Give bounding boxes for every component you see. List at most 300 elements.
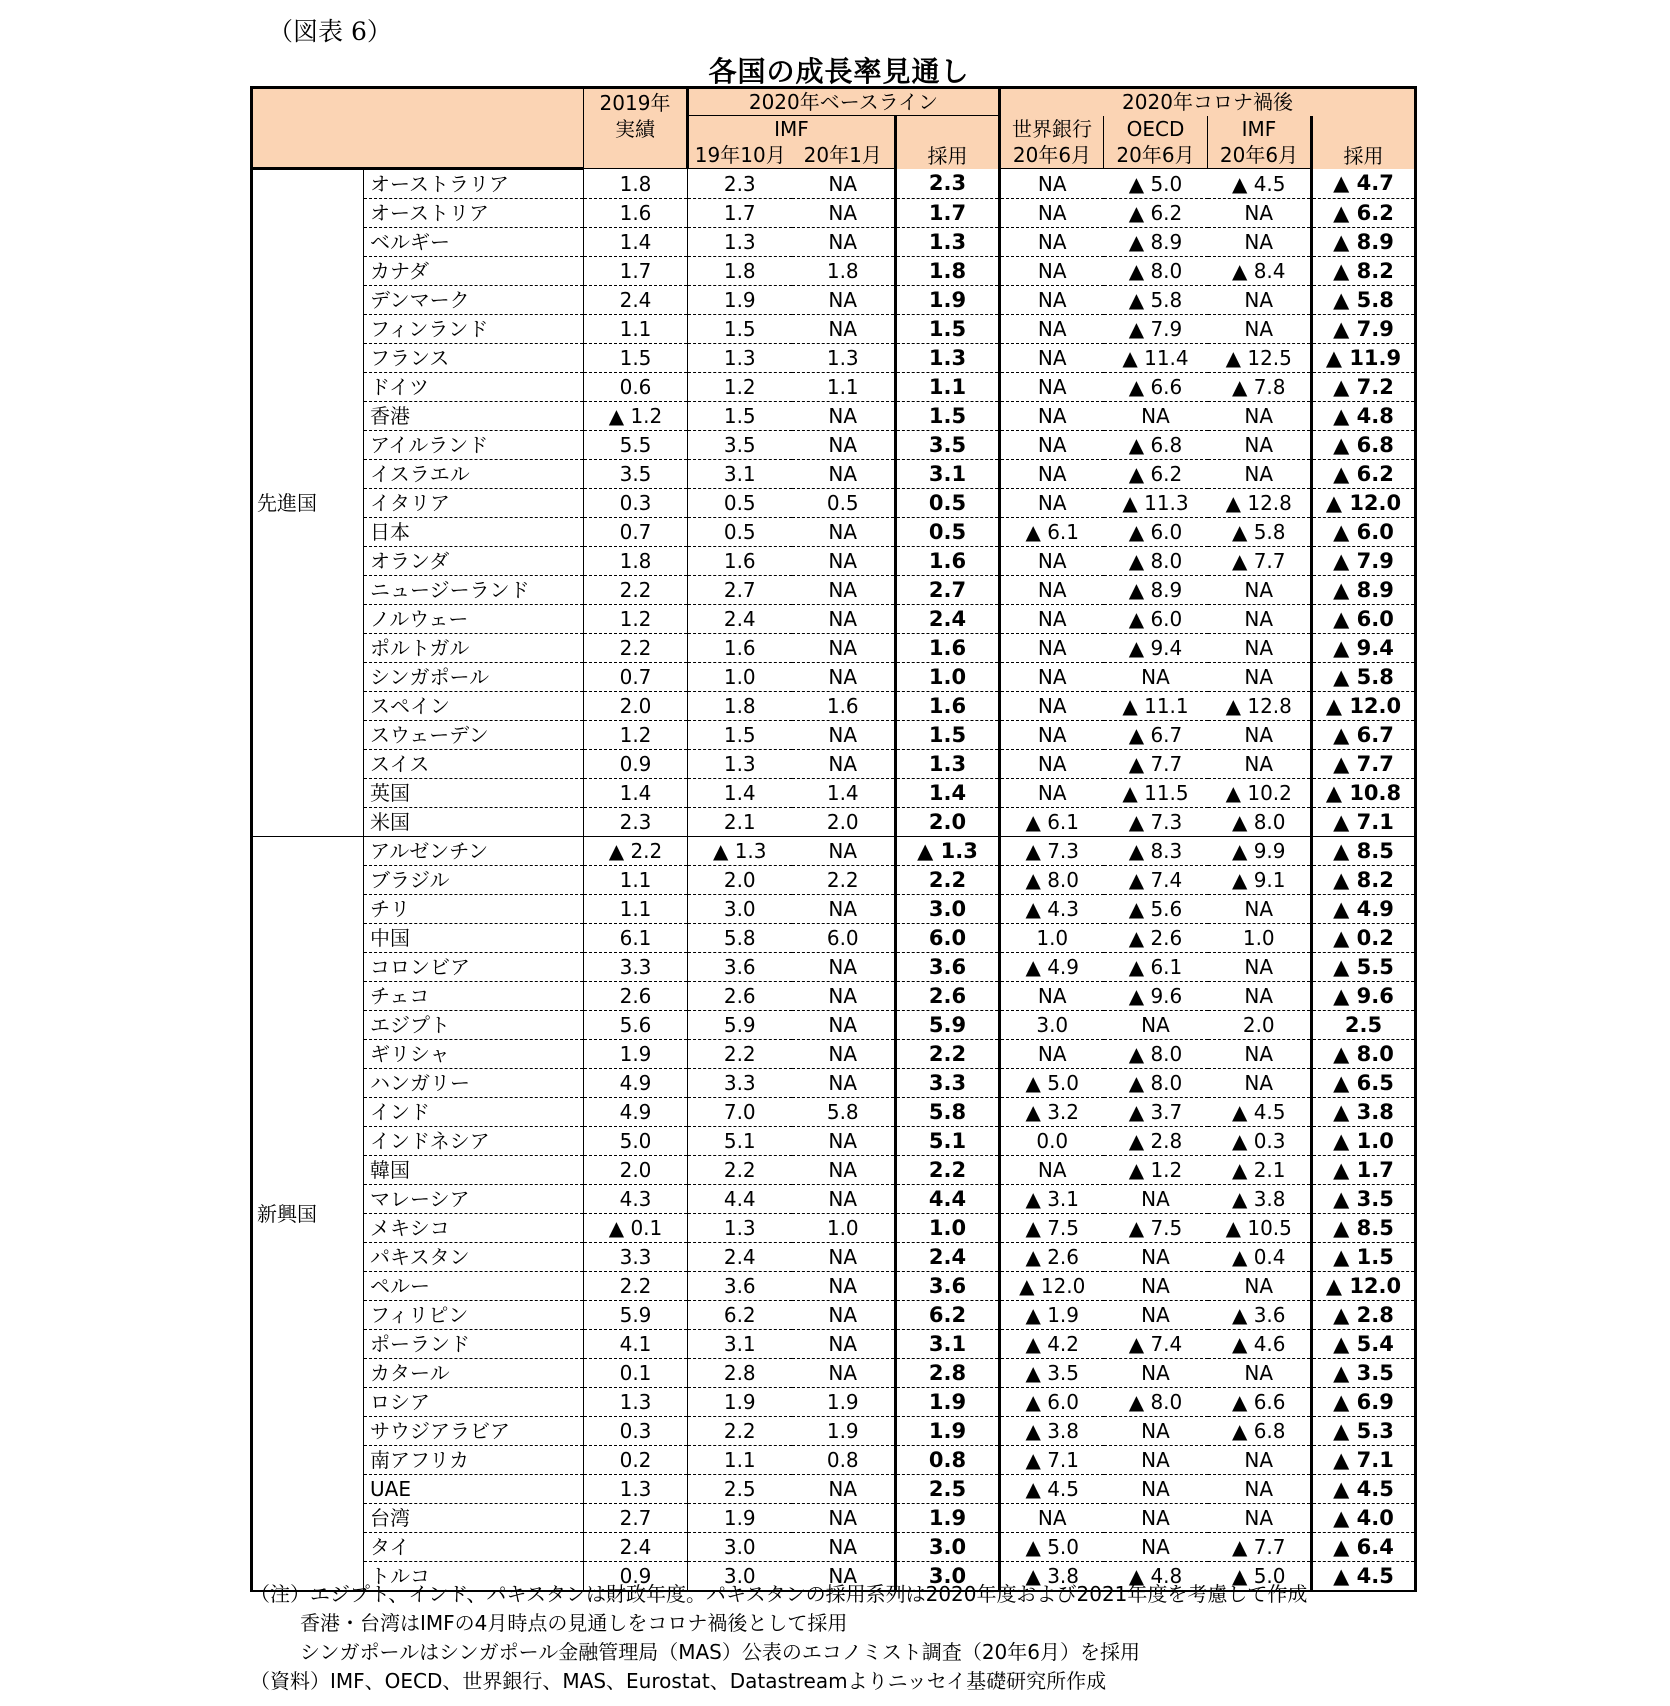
value-worldbank: NA	[1000, 1504, 1104, 1533]
value-imf-jan20: NA	[792, 1475, 896, 1504]
header-2019	[584, 88, 688, 143]
value-imf-jun20: ▲ 10.2	[1208, 779, 1312, 808]
value-adopt-baseline: 2.4	[896, 1243, 1000, 1272]
value-imf-jun20: NA	[1208, 721, 1312, 750]
value-2019: 1.6	[584, 199, 688, 228]
country-name: 香港	[364, 402, 584, 431]
country-name: 台湾	[364, 1504, 584, 1533]
value-imf-jan20: NA	[792, 634, 896, 663]
value-worldbank: ▲ 7.1	[1000, 1446, 1104, 1475]
value-oecd: NA	[1104, 1475, 1208, 1504]
value-imf-oct19: 1.1	[688, 1446, 792, 1475]
value-oecd: ▲ 9.6	[1104, 982, 1208, 1011]
value-imf-oct19: 2.0	[688, 866, 792, 895]
country-name: 日本	[364, 518, 584, 547]
value-worldbank: 0.0	[1000, 1127, 1104, 1156]
country-name: トルコ	[364, 1562, 584, 1592]
value-adopt-post: ▲ 5.5	[1312, 953, 1416, 982]
value-imf-oct19: 1.3	[688, 228, 792, 257]
value-imf-oct19: 1.8	[688, 692, 792, 721]
value-oecd: NA	[1104, 1243, 1208, 1272]
value-2019: 3.5	[584, 460, 688, 489]
table-row	[252, 605, 1416, 634]
table-row	[252, 169, 1416, 199]
value-worldbank: NA	[1000, 344, 1104, 373]
header-adopt2: 採用	[1312, 116, 1416, 169]
country-name: ベルギー	[364, 228, 584, 257]
value-2019: 5.9	[584, 1301, 688, 1330]
value-worldbank: ▲ 3.8	[1000, 1417, 1104, 1446]
value-oecd: ▲ 11.1	[1104, 692, 1208, 721]
value-oecd: NA	[1104, 1185, 1208, 1214]
value-adopt-baseline: 3.6	[896, 1272, 1000, 1301]
value-imf-jun20: NA	[1208, 460, 1312, 489]
value-oecd: ▲ 7.9	[1104, 315, 1208, 344]
country-name: チェコ	[364, 982, 584, 1011]
value-adopt-baseline: 2.2	[896, 1040, 1000, 1069]
value-adopt-baseline: 1.4	[896, 779, 1000, 808]
country-name: インド	[364, 1098, 584, 1127]
value-imf-oct19: 2.2	[688, 1040, 792, 1069]
value-imf-jun20: ▲ 9.9	[1208, 837, 1312, 866]
value-imf-jan20: NA	[792, 228, 896, 257]
value-imf-jan20: 2.0	[792, 808, 896, 837]
value-adopt-baseline: 3.0	[896, 1562, 1000, 1592]
value-imf-jun20: ▲ 6.6	[1208, 1388, 1312, 1417]
value-imf-jan20: NA	[792, 460, 896, 489]
value-imf-jun20: ▲ 10.5	[1208, 1214, 1312, 1243]
value-imf-jun20: NA	[1208, 1040, 1312, 1069]
value-imf-jan20: NA	[792, 1243, 896, 1272]
value-oecd: NA	[1104, 1504, 1208, 1533]
header-oecd-date: 20年6月	[1104, 142, 1208, 169]
value-2019: 2.4	[584, 1533, 688, 1562]
value-2019: 5.0	[584, 1127, 688, 1156]
header-adopt: 採用	[896, 116, 1000, 169]
value-imf-oct19: 1.7	[688, 199, 792, 228]
country-name: オランダ	[364, 547, 584, 576]
value-adopt-baseline: 3.3	[896, 1069, 1000, 1098]
value-adopt-baseline: 1.9	[896, 1417, 1000, 1446]
value-imf-jan20: NA	[792, 518, 896, 547]
value-imf-jan20: NA	[792, 1562, 896, 1592]
table-row	[252, 1330, 1416, 1359]
value-imf-jun20: ▲ 8.4	[1208, 257, 1312, 286]
value-imf-jun20: ▲ 2.1	[1208, 1156, 1312, 1185]
value-2019: 0.1	[584, 1359, 688, 1388]
value-2019: 0.3	[584, 489, 688, 518]
table-row	[252, 576, 1416, 605]
value-imf-jan20: NA	[792, 1330, 896, 1359]
value-worldbank: ▲ 8.0	[1000, 866, 1104, 895]
value-adopt-baseline: 2.3	[896, 169, 1000, 199]
value-imf-oct19: 3.6	[688, 1272, 792, 1301]
value-adopt-baseline: 3.1	[896, 1330, 1000, 1359]
header-wb-date: 20年6月	[1000, 142, 1104, 169]
value-imf-oct19: 1.6	[688, 634, 792, 663]
table-row	[252, 228, 1416, 257]
country-name: フィンランド	[364, 315, 584, 344]
country-name: ポーランド	[364, 1330, 584, 1359]
table-row	[252, 808, 1416, 837]
table-row	[252, 837, 1416, 866]
country-name: カナダ	[364, 257, 584, 286]
country-name: フィリピン	[364, 1301, 584, 1330]
value-imf-jan20: NA	[792, 199, 896, 228]
value-adopt-baseline: 1.7	[896, 199, 1000, 228]
value-imf-jan20: NA	[792, 605, 896, 634]
value-imf-oct19: 0.5	[688, 489, 792, 518]
country-name: カタール	[364, 1359, 584, 1388]
header-post-corona: 2020年コロナ禍後	[1000, 88, 1416, 116]
value-adopt-post: ▲ 8.5	[1312, 837, 1416, 866]
value-imf-jun20: NA	[1208, 663, 1312, 692]
value-adopt-baseline: 1.0	[896, 1214, 1000, 1243]
value-imf-jan20: NA	[792, 663, 896, 692]
value-oecd: ▲ 11.4	[1104, 344, 1208, 373]
value-adopt-baseline: 5.8	[896, 1098, 1000, 1127]
value-adopt-baseline: 1.9	[896, 1388, 1000, 1417]
value-2019: 1.1	[584, 895, 688, 924]
value-adopt-post: ▲ 8.9	[1312, 576, 1416, 605]
value-adopt-baseline: 2.7	[896, 576, 1000, 605]
value-worldbank: NA	[1000, 663, 1104, 692]
value-imf-oct19: 3.0	[688, 1533, 792, 1562]
value-adopt-post: ▲ 5.3	[1312, 1417, 1416, 1446]
value-oecd: NA	[1104, 1011, 1208, 1040]
country-name: イスラエル	[364, 460, 584, 489]
value-imf-oct19: 2.7	[688, 576, 792, 605]
value-worldbank: NA	[1000, 1040, 1104, 1069]
country-name: アイルランド	[364, 431, 584, 460]
value-oecd: ▲ 8.0	[1104, 1040, 1208, 1069]
value-worldbank: ▲ 6.0	[1000, 1388, 1104, 1417]
country-name: ポルトガル	[364, 634, 584, 663]
value-worldbank: NA	[1000, 750, 1104, 779]
header-blank	[252, 88, 584, 169]
value-adopt-post: ▲ 3.5	[1312, 1359, 1416, 1388]
value-imf-jan20: NA	[792, 837, 896, 866]
value-oecd: ▲ 6.8	[1104, 431, 1208, 460]
value-adopt-post: ▲ 8.2	[1312, 257, 1416, 286]
value-worldbank: NA	[1000, 1156, 1104, 1185]
table-row	[252, 1272, 1416, 1301]
table-row	[252, 1301, 1416, 1330]
value-oecd: ▲ 8.0	[1104, 1069, 1208, 1098]
growth-table-container	[250, 86, 1417, 1592]
value-adopt-baseline: 1.3	[896, 344, 1000, 373]
value-2019: 0.2	[584, 1446, 688, 1475]
value-oecd: ▲ 7.4	[1104, 866, 1208, 895]
value-imf-jun20: ▲ 5.0	[1208, 1562, 1312, 1592]
country-name: ペルー	[364, 1272, 584, 1301]
country-name: サウジアラビア	[364, 1417, 584, 1446]
table-row	[252, 257, 1416, 286]
value-adopt-baseline: 1.6	[896, 634, 1000, 663]
value-worldbank: ▲ 3.5	[1000, 1359, 1104, 1388]
value-imf-oct19: 3.5	[688, 431, 792, 460]
value-2019: 4.9	[584, 1098, 688, 1127]
value-worldbank: ▲ 6.1	[1000, 518, 1104, 547]
value-imf-oct19: 3.1	[688, 460, 792, 489]
value-oecd: ▲ 8.0	[1104, 547, 1208, 576]
country-name: オーストラリア	[364, 169, 584, 199]
value-oecd: ▲ 8.9	[1104, 576, 1208, 605]
table-row	[252, 1098, 1416, 1127]
value-adopt-post: 2.5	[1312, 1011, 1416, 1040]
growth-forecast-table	[250, 86, 1417, 1592]
value-worldbank: ▲ 7.3	[1000, 837, 1104, 866]
value-imf-oct19: 5.9	[688, 1011, 792, 1040]
value-adopt-post: ▲ 4.5	[1312, 1562, 1416, 1592]
value-worldbank: ▲ 4.2	[1000, 1330, 1104, 1359]
value-imf-jan20: 5.8	[792, 1098, 896, 1127]
country-name: チリ	[364, 895, 584, 924]
value-2019: 2.0	[584, 1156, 688, 1185]
value-imf-jun20: NA	[1208, 750, 1312, 779]
header-imf2: IMF	[1208, 116, 1312, 143]
value-oecd: ▲ 7.3	[1104, 808, 1208, 837]
table-row	[252, 924, 1416, 953]
value-oecd: ▲ 11.3	[1104, 489, 1208, 518]
value-adopt-post: ▲ 3.8	[1312, 1098, 1416, 1127]
value-imf-jun20: NA	[1208, 431, 1312, 460]
value-oecd: ▲ 3.7	[1104, 1098, 1208, 1127]
value-adopt-post: ▲ 5.4	[1312, 1330, 1416, 1359]
value-adopt-baseline: 2.4	[896, 605, 1000, 634]
table-row	[252, 199, 1416, 228]
value-adopt-post: ▲ 7.1	[1312, 808, 1416, 837]
value-imf-jun20: ▲ 4.6	[1208, 1330, 1312, 1359]
header-imf2-date: 20年6月	[1208, 142, 1312, 169]
value-adopt-post: ▲ 6.8	[1312, 431, 1416, 460]
value-adopt-baseline: 6.0	[896, 924, 1000, 953]
value-oecd: ▲ 5.6	[1104, 895, 1208, 924]
value-adopt-post: ▲ 1.7	[1312, 1156, 1416, 1185]
value-2019: 0.9	[584, 750, 688, 779]
table-row	[252, 1359, 1416, 1388]
value-2019: 1.3	[584, 1475, 688, 1504]
table-row	[252, 431, 1416, 460]
value-imf-oct19: 1.9	[688, 1388, 792, 1417]
header-baseline: 2020年ベースライン	[688, 88, 1000, 116]
value-imf-jun20: ▲ 3.8	[1208, 1185, 1312, 1214]
country-name: イタリア	[364, 489, 584, 518]
value-imf-jun20: ▲ 9.1	[1208, 866, 1312, 895]
value-oecd: NA	[1104, 402, 1208, 431]
table-row	[252, 315, 1416, 344]
country-name: ブラジル	[364, 866, 584, 895]
value-adopt-baseline: 5.9	[896, 1011, 1000, 1040]
table-row	[252, 982, 1416, 1011]
table-row	[252, 1446, 1416, 1475]
value-oecd: ▲ 6.0	[1104, 605, 1208, 634]
value-2019: 2.2	[584, 634, 688, 663]
value-worldbank: NA	[1000, 576, 1104, 605]
value-2019: 5.6	[584, 1011, 688, 1040]
value-adopt-post: ▲ 8.9	[1312, 228, 1416, 257]
country-name: 韓国	[364, 1156, 584, 1185]
value-imf-jan20: NA	[792, 1272, 896, 1301]
table-row	[252, 895, 1416, 924]
country-name: パキスタン	[364, 1243, 584, 1272]
value-imf-oct19: 1.6	[688, 547, 792, 576]
value-worldbank: ▲ 7.5	[1000, 1214, 1104, 1243]
value-imf-jan20: 1.6	[792, 692, 896, 721]
value-imf-jun20: NA	[1208, 895, 1312, 924]
value-imf-oct19: 2.2	[688, 1417, 792, 1446]
table-row	[252, 953, 1416, 982]
value-2019: 3.3	[584, 953, 688, 982]
value-2019: 2.0	[584, 692, 688, 721]
value-imf-jun20: NA	[1208, 982, 1312, 1011]
value-worldbank: ▲ 12.0	[1000, 1272, 1104, 1301]
value-adopt-baseline: 2.0	[896, 808, 1000, 837]
value-imf-oct19: 2.4	[688, 605, 792, 634]
table-row	[252, 1243, 1416, 1272]
value-2019: 0.3	[584, 1417, 688, 1446]
value-imf-oct19: 4.4	[688, 1185, 792, 1214]
table-row	[252, 1388, 1416, 1417]
value-imf-jan20: NA	[792, 1156, 896, 1185]
value-adopt-baseline: 3.0	[896, 1533, 1000, 1562]
value-imf-oct19: 1.2	[688, 373, 792, 402]
value-worldbank: NA	[1000, 315, 1104, 344]
value-imf-jan20: 1.9	[792, 1417, 896, 1446]
value-adopt-post: ▲ 1.5	[1312, 1243, 1416, 1272]
notes	[250, 1580, 1307, 1696]
value-imf-jan20: NA	[792, 1127, 896, 1156]
value-oecd: ▲ 7.5	[1104, 1214, 1208, 1243]
value-worldbank: NA	[1000, 431, 1104, 460]
value-worldbank: ▲ 4.5	[1000, 1475, 1104, 1504]
value-adopt-baseline: 2.2	[896, 1156, 1000, 1185]
value-oecd: ▲ 2.8	[1104, 1127, 1208, 1156]
value-adopt-post: ▲ 12.0	[1312, 489, 1416, 518]
value-worldbank: ▲ 4.3	[1000, 895, 1104, 924]
value-imf-oct19: 7.0	[688, 1098, 792, 1127]
value-imf-oct19: 6.2	[688, 1301, 792, 1330]
country-name: 英国	[364, 779, 584, 808]
table-row	[252, 779, 1416, 808]
country-name: デンマーク	[364, 286, 584, 315]
value-imf-jan20: NA	[792, 1011, 896, 1040]
value-adopt-baseline: 5.1	[896, 1127, 1000, 1156]
country-name: フランス	[364, 344, 584, 373]
table-body	[252, 169, 1416, 1592]
value-adopt-baseline: 1.5	[896, 402, 1000, 431]
value-adopt-baseline: 2.5	[896, 1475, 1000, 1504]
value-adopt-post: ▲ 8.0	[1312, 1040, 1416, 1069]
value-imf-oct19: ▲ 1.3	[688, 837, 792, 866]
value-adopt-baseline: 1.5	[896, 721, 1000, 750]
value-adopt-baseline: 2.2	[896, 866, 1000, 895]
header-wb: 世界銀行	[1000, 116, 1104, 143]
value-oecd: ▲ 5.0	[1104, 169, 1208, 199]
value-2019: 1.5	[584, 344, 688, 373]
value-2019: ▲ 0.1	[584, 1214, 688, 1243]
table-row	[252, 1185, 1416, 1214]
value-adopt-baseline: 3.0	[896, 895, 1000, 924]
value-imf-jun20: NA	[1208, 634, 1312, 663]
value-oecd: ▲ 2.6	[1104, 924, 1208, 953]
value-2019: ▲ 1.2	[584, 402, 688, 431]
value-adopt-post: ▲ 5.8	[1312, 663, 1416, 692]
value-adopt-post: ▲ 3.5	[1312, 1185, 1416, 1214]
value-imf-jan20: NA	[792, 1301, 896, 1330]
country-name: ギリシャ	[364, 1040, 584, 1069]
value-2019: 2.2	[584, 1272, 688, 1301]
value-adopt-post: ▲ 5.8	[1312, 286, 1416, 315]
value-imf-oct19: 2.8	[688, 1359, 792, 1388]
value-imf-oct19: 1.5	[688, 721, 792, 750]
value-2019: 1.7	[584, 257, 688, 286]
value-oecd: ▲ 4.8	[1104, 1562, 1208, 1592]
header-imf: IMF	[688, 116, 896, 143]
value-imf-jan20: NA	[792, 953, 896, 982]
value-imf-oct19: 3.6	[688, 953, 792, 982]
value-adopt-baseline: ▲ 1.3	[896, 837, 1000, 866]
value-worldbank: ▲ 3.8	[1000, 1562, 1104, 1592]
value-2019: 2.4	[584, 286, 688, 315]
value-imf-jan20: NA	[792, 1185, 896, 1214]
value-oecd: NA	[1104, 1533, 1208, 1562]
value-worldbank: ▲ 2.6	[1000, 1243, 1104, 1272]
value-2019: 1.1	[584, 866, 688, 895]
value-adopt-baseline: 3.1	[896, 460, 1000, 489]
table-row	[252, 1011, 1416, 1040]
country-name: 南アフリカ	[364, 1446, 584, 1475]
value-imf-jan20: NA	[792, 431, 896, 460]
value-adopt-post: ▲ 4.8	[1312, 402, 1416, 431]
header-2019-empty	[584, 142, 688, 169]
value-imf-jan20: NA	[792, 402, 896, 431]
country-name: ノルウェー	[364, 605, 584, 634]
value-adopt-baseline: 1.3	[896, 750, 1000, 779]
country-name: ドイツ	[364, 373, 584, 402]
value-adopt-baseline: 1.0	[896, 663, 1000, 692]
value-worldbank: NA	[1000, 721, 1104, 750]
country-name: マレーシア	[364, 1185, 584, 1214]
figure-label: （図表 6）	[268, 17, 392, 46]
value-imf-jan20: 0.8	[792, 1446, 896, 1475]
table-row	[252, 1417, 1416, 1446]
value-2019: 5.5	[584, 431, 688, 460]
value-2019: 4.9	[584, 1069, 688, 1098]
value-2019: 1.4	[584, 228, 688, 257]
value-adopt-baseline: 1.6	[896, 547, 1000, 576]
value-2019: 1.9	[584, 1040, 688, 1069]
value-adopt-post: ▲ 6.0	[1312, 518, 1416, 547]
value-adopt-post: ▲ 6.9	[1312, 1388, 1416, 1417]
value-oecd: ▲ 8.3	[1104, 837, 1208, 866]
value-imf-oct19: 3.1	[688, 1330, 792, 1359]
note-hk-taiwan: 香港・台湾はIMFの4月時点の見通しをコロナ禍後として採用	[300, 1611, 848, 1635]
value-worldbank: NA	[1000, 460, 1104, 489]
value-imf-jun20: NA	[1208, 199, 1312, 228]
value-adopt-baseline: 3.5	[896, 431, 1000, 460]
value-imf-jun20: NA	[1208, 1272, 1312, 1301]
value-imf-jan20: 1.0	[792, 1214, 896, 1243]
value-imf-oct19: 1.9	[688, 286, 792, 315]
table-row	[252, 547, 1416, 576]
value-adopt-post: ▲ 6.2	[1312, 460, 1416, 489]
value-2019: 2.2	[584, 576, 688, 605]
value-worldbank: ▲ 3.2	[1000, 1098, 1104, 1127]
value-imf-oct19: 1.5	[688, 402, 792, 431]
table-row	[252, 1504, 1416, 1533]
value-adopt-post: ▲ 6.0	[1312, 605, 1416, 634]
